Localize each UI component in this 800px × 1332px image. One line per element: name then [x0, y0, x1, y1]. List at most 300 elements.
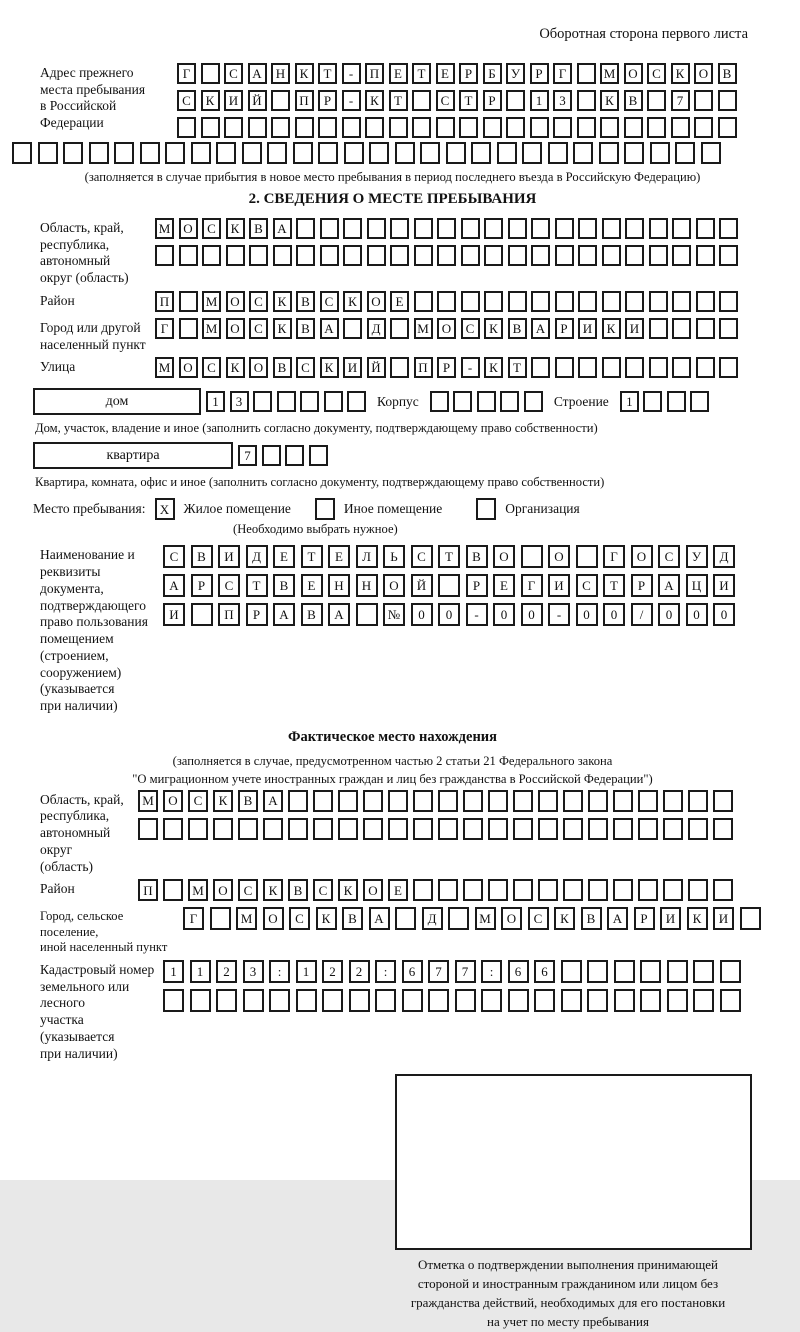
char-cell[interactable] [201, 117, 220, 138]
char-cell[interactable]: 1 [530, 90, 549, 111]
char-cell[interactable] [216, 142, 236, 164]
char-cell[interactable] [602, 357, 621, 378]
char-cell[interactable]: Р [555, 318, 574, 339]
char-cell[interactable]: Р [318, 90, 337, 111]
char-cell[interactable] [459, 117, 478, 138]
char-cell[interactable] [577, 63, 596, 84]
char-cell[interactable] [177, 117, 196, 138]
char-cell[interactable] [649, 357, 668, 378]
char-cell[interactable] [402, 989, 423, 1012]
char-cell[interactable]: Л [356, 545, 378, 568]
char-cell[interactable]: А [273, 218, 292, 239]
char-cell[interactable]: А [248, 63, 267, 84]
char-cell[interactable] [672, 218, 691, 239]
char-cell[interactable] [388, 790, 408, 812]
char-cell[interactable] [588, 790, 608, 812]
char-cell[interactable]: Д [422, 907, 443, 930]
char-cell[interactable] [719, 218, 738, 239]
char-cell[interactable] [390, 218, 409, 239]
char-cell[interactable] [696, 245, 715, 266]
char-cell[interactable]: Е [388, 879, 408, 901]
char-cell[interactable] [163, 989, 184, 1012]
char-cell[interactable]: К [600, 90, 619, 111]
char-cell[interactable] [555, 218, 574, 239]
char-cell[interactable]: Й [411, 574, 433, 597]
char-cell[interactable]: Г [155, 318, 174, 339]
char-cell[interactable] [190, 989, 211, 1012]
char-cell[interactable]: М [202, 318, 221, 339]
char-cell[interactable]: 2 [216, 960, 237, 983]
char-cell[interactable] [522, 142, 542, 164]
zhiloe-checkbox[interactable] [155, 498, 175, 520]
char-cell[interactable]: 3 [243, 960, 264, 983]
char-cell[interactable]: Й [367, 357, 386, 378]
char-cell[interactable]: С [320, 291, 339, 312]
char-cell[interactable] [649, 318, 668, 339]
char-cell[interactable]: А [531, 318, 550, 339]
char-cell[interactable] [138, 818, 158, 840]
char-cell[interactable]: 6 [508, 960, 529, 983]
char-cell[interactable] [201, 63, 220, 84]
char-cell[interactable] [179, 291, 198, 312]
char-cell[interactable]: О [383, 574, 405, 597]
char-cell[interactable] [649, 218, 668, 239]
char-cell[interactable]: 1 [190, 960, 211, 983]
char-cell[interactable] [390, 318, 409, 339]
char-cell[interactable] [320, 245, 339, 266]
char-cell[interactable]: Т [459, 90, 478, 111]
char-cell[interactable]: К [338, 879, 358, 901]
char-cell[interactable]: С [647, 63, 666, 84]
char-cell[interactable]: У [686, 545, 708, 568]
char-cell[interactable]: Г [177, 63, 196, 84]
char-cell[interactable] [344, 142, 364, 164]
char-cell[interactable] [672, 291, 691, 312]
char-cell[interactable]: С [238, 879, 258, 901]
char-cell[interactable] [271, 117, 290, 138]
char-cell[interactable]: О [179, 218, 198, 239]
char-cell[interactable] [224, 117, 243, 138]
char-cell[interactable] [530, 117, 549, 138]
char-cell[interactable]: 3 [553, 90, 572, 111]
char-cell[interactable]: 1 [296, 960, 317, 983]
char-cell[interactable] [365, 117, 384, 138]
char-cell[interactable] [719, 291, 738, 312]
char-cell[interactable] [508, 218, 527, 239]
char-cell[interactable] [638, 879, 658, 901]
char-cell[interactable]: 6 [534, 960, 555, 983]
char-cell[interactable] [163, 818, 183, 840]
char-cell[interactable]: К [602, 318, 621, 339]
char-cell[interactable]: И [578, 318, 597, 339]
char-cell[interactable] [179, 245, 198, 266]
char-cell[interactable]: - [466, 603, 488, 626]
char-cell[interactable]: И [224, 90, 243, 111]
char-cell[interactable] [438, 790, 458, 812]
char-cell[interactable] [202, 245, 221, 266]
char-cell[interactable] [165, 142, 185, 164]
char-cell[interactable]: В [296, 318, 315, 339]
char-cell[interactable]: И [218, 545, 240, 568]
char-cell[interactable] [343, 318, 362, 339]
char-cell[interactable]: Р [437, 357, 456, 378]
char-cell[interactable] [363, 790, 383, 812]
char-cell[interactable] [114, 142, 134, 164]
char-cell[interactable] [484, 291, 503, 312]
char-cell[interactable] [576, 545, 598, 568]
char-cell[interactable]: Р [191, 574, 213, 597]
char-cell[interactable]: Е [390, 291, 409, 312]
char-cell[interactable] [414, 245, 433, 266]
char-cell[interactable] [226, 245, 245, 266]
char-cell[interactable] [647, 117, 666, 138]
char-cell[interactable]: А [273, 603, 295, 626]
char-cell[interactable] [155, 245, 174, 266]
char-cell[interactable]: М [600, 63, 619, 84]
char-cell[interactable] [140, 142, 160, 164]
char-cell[interactable] [318, 117, 337, 138]
char-cell[interactable]: Т [438, 545, 460, 568]
char-cell[interactable] [267, 142, 287, 164]
char-cell[interactable]: Т [412, 63, 431, 84]
char-cell[interactable] [663, 818, 683, 840]
char-cell[interactable]: С [202, 218, 221, 239]
char-cell[interactable]: К [226, 357, 245, 378]
char-cell[interactable]: Е [273, 545, 295, 568]
char-cell[interactable] [367, 245, 386, 266]
char-cell[interactable] [38, 142, 58, 164]
char-cell[interactable]: А [263, 790, 283, 812]
char-cell[interactable] [63, 142, 83, 164]
char-cell[interactable]: 0 [411, 603, 433, 626]
char-cell[interactable] [508, 291, 527, 312]
char-cell[interactable]: О [631, 545, 653, 568]
char-cell[interactable]: Г [521, 574, 543, 597]
char-cell[interactable]: 2 [322, 960, 343, 983]
char-cell[interactable] [296, 989, 317, 1012]
char-cell[interactable] [300, 391, 319, 412]
char-cell[interactable]: 0 [438, 603, 460, 626]
char-cell[interactable]: Т [508, 357, 527, 378]
char-cell[interactable]: Д [246, 545, 268, 568]
char-cell[interactable] [638, 818, 658, 840]
char-cell[interactable] [553, 117, 572, 138]
char-cell[interactable] [253, 391, 272, 412]
char-cell[interactable]: Р [246, 603, 268, 626]
char-cell[interactable] [188, 818, 208, 840]
char-cell[interactable]: С [436, 90, 455, 111]
char-cell[interactable] [555, 357, 574, 378]
char-cell[interactable] [463, 790, 483, 812]
char-cell[interactable]: Д [713, 545, 735, 568]
char-cell[interactable] [271, 90, 290, 111]
char-cell[interactable] [269, 989, 290, 1012]
char-cell[interactable] [262, 445, 281, 466]
char-cell[interactable] [719, 318, 738, 339]
char-cell[interactable] [338, 790, 358, 812]
char-cell[interactable] [688, 790, 708, 812]
char-cell[interactable]: Й [248, 90, 267, 111]
char-cell[interactable] [663, 879, 683, 901]
char-cell[interactable] [521, 545, 543, 568]
char-cell[interactable]: С [411, 545, 433, 568]
char-cell[interactable] [338, 818, 358, 840]
char-cell[interactable]: Т [389, 90, 408, 111]
char-cell[interactable] [322, 989, 343, 1012]
char-cell[interactable] [578, 218, 597, 239]
char-cell[interactable]: С [528, 907, 549, 930]
char-cell[interactable] [461, 245, 480, 266]
char-cell[interactable] [614, 960, 635, 983]
char-cell[interactable]: Г [603, 545, 625, 568]
char-cell[interactable] [693, 960, 714, 983]
char-cell[interactable]: И [163, 603, 185, 626]
char-cell[interactable] [89, 142, 109, 164]
char-cell[interactable]: К [213, 790, 233, 812]
char-cell[interactable]: 0 [493, 603, 515, 626]
char-cell[interactable]: О [548, 545, 570, 568]
char-cell[interactable]: Р [483, 90, 502, 111]
char-cell[interactable] [414, 218, 433, 239]
char-cell[interactable] [625, 357, 644, 378]
char-cell[interactable]: К [554, 907, 575, 930]
char-cell[interactable] [461, 291, 480, 312]
char-cell[interactable]: О [624, 63, 643, 84]
char-cell[interactable]: И [713, 907, 734, 930]
char-cell[interactable] [455, 989, 476, 1012]
char-cell[interactable] [349, 989, 370, 1012]
char-cell[interactable]: 3 [230, 391, 249, 412]
char-cell[interactable] [513, 818, 533, 840]
char-cell[interactable] [263, 818, 283, 840]
char-cell[interactable] [277, 391, 296, 412]
char-cell[interactable]: X [155, 498, 175, 520]
char-cell[interactable] [412, 117, 431, 138]
char-cell[interactable] [640, 960, 661, 983]
char-cell[interactable] [563, 818, 583, 840]
char-cell[interactable]: Б [483, 63, 502, 84]
char-cell[interactable] [667, 989, 688, 1012]
char-cell[interactable] [624, 117, 643, 138]
char-cell[interactable] [555, 245, 574, 266]
char-cell[interactable] [701, 142, 721, 164]
char-cell[interactable]: Е [328, 545, 350, 568]
char-cell[interactable] [672, 357, 691, 378]
char-cell[interactable]: С [249, 291, 268, 312]
char-cell[interactable] [390, 357, 409, 378]
char-cell[interactable] [309, 445, 328, 466]
char-cell[interactable]: Р [530, 63, 549, 84]
char-cell[interactable]: 0 [658, 603, 680, 626]
char-cell[interactable] [313, 790, 333, 812]
char-cell[interactable] [640, 989, 661, 1012]
char-cell[interactable] [428, 989, 449, 1012]
char-cell[interactable]: Т [301, 545, 323, 568]
char-cell[interactable]: М [155, 357, 174, 378]
char-cell[interactable] [538, 790, 558, 812]
char-cell[interactable] [446, 142, 466, 164]
char-cell[interactable] [414, 291, 433, 312]
char-cell[interactable] [675, 142, 695, 164]
char-cell[interactable] [534, 989, 555, 1012]
char-cell[interactable] [388, 818, 408, 840]
char-cell[interactable] [288, 790, 308, 812]
char-cell[interactable] [483, 117, 502, 138]
char-cell[interactable] [690, 391, 709, 412]
char-cell[interactable]: К [484, 318, 503, 339]
char-cell[interactable]: П [365, 63, 384, 84]
char-cell[interactable]: Е [436, 63, 455, 84]
char-cell[interactable]: А [369, 907, 390, 930]
char-cell[interactable]: К [365, 90, 384, 111]
char-cell[interactable] [624, 142, 644, 164]
char-cell[interactable] [696, 291, 715, 312]
char-cell[interactable] [481, 989, 502, 1012]
char-cell[interactable]: П [295, 90, 314, 111]
char-cell[interactable] [561, 989, 582, 1012]
char-cell[interactable] [508, 245, 527, 266]
char-cell[interactable]: С [163, 545, 185, 568]
char-cell[interactable]: : [375, 960, 396, 983]
char-cell[interactable] [600, 117, 619, 138]
char-cell[interactable]: С [177, 90, 196, 111]
char-cell[interactable] [577, 117, 596, 138]
char-cell[interactable]: В [288, 879, 308, 901]
char-cell[interactable] [453, 391, 472, 412]
char-cell[interactable] [293, 142, 313, 164]
char-cell[interactable]: П [155, 291, 174, 312]
char-cell[interactable] [578, 291, 597, 312]
char-cell[interactable]: И [343, 357, 362, 378]
char-cell[interactable] [563, 790, 583, 812]
char-cell[interactable] [506, 117, 525, 138]
char-cell[interactable] [320, 218, 339, 239]
char-cell[interactable]: В [273, 357, 292, 378]
char-cell[interactable]: К [226, 218, 245, 239]
char-cell[interactable]: А [320, 318, 339, 339]
char-cell[interactable]: П [218, 603, 240, 626]
char-cell[interactable]: В [581, 907, 602, 930]
char-cell[interactable] [638, 790, 658, 812]
char-cell[interactable] [488, 879, 508, 901]
char-cell[interactable]: / [631, 603, 653, 626]
char-cell[interactable] [719, 357, 738, 378]
char-cell[interactable] [672, 245, 691, 266]
char-cell[interactable] [588, 879, 608, 901]
char-cell[interactable]: У [506, 63, 525, 84]
char-cell[interactable] [463, 818, 483, 840]
char-cell[interactable]: : [481, 960, 502, 983]
char-cell[interactable]: К [671, 63, 690, 84]
char-cell[interactable]: Н [328, 574, 350, 597]
char-cell[interactable] [285, 445, 304, 466]
char-cell[interactable] [343, 218, 362, 239]
char-cell[interactable]: В [508, 318, 527, 339]
char-cell[interactable] [216, 989, 237, 1012]
char-cell[interactable]: И [713, 574, 735, 597]
char-cell[interactable]: К [687, 907, 708, 930]
char-cell[interactable]: 7 [671, 90, 690, 111]
char-cell[interactable] [625, 245, 644, 266]
char-cell[interactable]: О [226, 291, 245, 312]
char-cell[interactable] [288, 818, 308, 840]
char-cell[interactable] [531, 245, 550, 266]
char-cell[interactable]: М [414, 318, 433, 339]
char-cell[interactable]: В [273, 574, 295, 597]
char-cell[interactable] [413, 818, 433, 840]
char-cell[interactable]: К [201, 90, 220, 111]
char-cell[interactable]: - [342, 90, 361, 111]
char-cell[interactable] [437, 218, 456, 239]
char-cell[interactable] [413, 790, 433, 812]
char-cell[interactable] [667, 391, 686, 412]
char-cell[interactable] [242, 142, 262, 164]
char-cell[interactable] [720, 960, 741, 983]
char-cell[interactable] [649, 245, 668, 266]
char-cell[interactable]: В [466, 545, 488, 568]
char-cell[interactable]: О [226, 318, 245, 339]
char-cell[interactable]: 6 [402, 960, 423, 983]
char-cell[interactable]: 7 [428, 960, 449, 983]
char-cell[interactable] [213, 818, 233, 840]
char-cell[interactable] [587, 989, 608, 1012]
char-cell[interactable] [210, 907, 231, 930]
char-cell[interactable]: М [202, 291, 221, 312]
char-cell[interactable]: И [660, 907, 681, 930]
char-cell[interactable] [238, 818, 258, 840]
char-cell[interactable] [599, 142, 619, 164]
char-cell[interactable] [347, 391, 366, 412]
char-cell[interactable]: К [484, 357, 503, 378]
char-cell[interactable]: Р [466, 574, 488, 597]
char-cell[interactable] [561, 960, 582, 983]
char-cell[interactable] [318, 142, 338, 164]
char-cell[interactable]: - [342, 63, 361, 84]
char-cell[interactable] [438, 879, 458, 901]
char-cell[interactable]: О [249, 357, 268, 378]
char-cell[interactable] [650, 142, 670, 164]
char-cell[interactable] [412, 90, 431, 111]
char-cell[interactable] [484, 245, 503, 266]
char-cell[interactable]: О [493, 545, 515, 568]
char-cell[interactable] [720, 989, 741, 1012]
char-cell[interactable]: К [320, 357, 339, 378]
char-cell[interactable] [508, 989, 529, 1012]
char-cell[interactable]: 1 [620, 391, 639, 412]
char-cell[interactable] [389, 117, 408, 138]
char-cell[interactable]: К [316, 907, 337, 930]
char-cell[interactable] [693, 989, 714, 1012]
char-cell[interactable]: В [191, 545, 213, 568]
char-cell[interactable]: - [461, 357, 480, 378]
char-cell[interactable] [488, 818, 508, 840]
char-cell[interactable]: О [163, 790, 183, 812]
char-cell[interactable]: П [138, 879, 158, 901]
char-cell[interactable]: К [273, 318, 292, 339]
char-cell[interactable]: 0 [603, 603, 625, 626]
char-cell[interactable]: В [624, 90, 643, 111]
char-cell[interactable]: Н [356, 574, 378, 597]
char-cell[interactable] [578, 245, 597, 266]
char-cell[interactable] [436, 117, 455, 138]
char-cell[interactable] [296, 245, 315, 266]
char-cell[interactable]: Е [301, 574, 323, 597]
char-cell[interactable]: А [607, 907, 628, 930]
char-cell[interactable] [163, 879, 183, 901]
char-cell[interactable] [587, 960, 608, 983]
char-cell[interactable]: 0 [576, 603, 598, 626]
char-cell[interactable] [694, 117, 713, 138]
